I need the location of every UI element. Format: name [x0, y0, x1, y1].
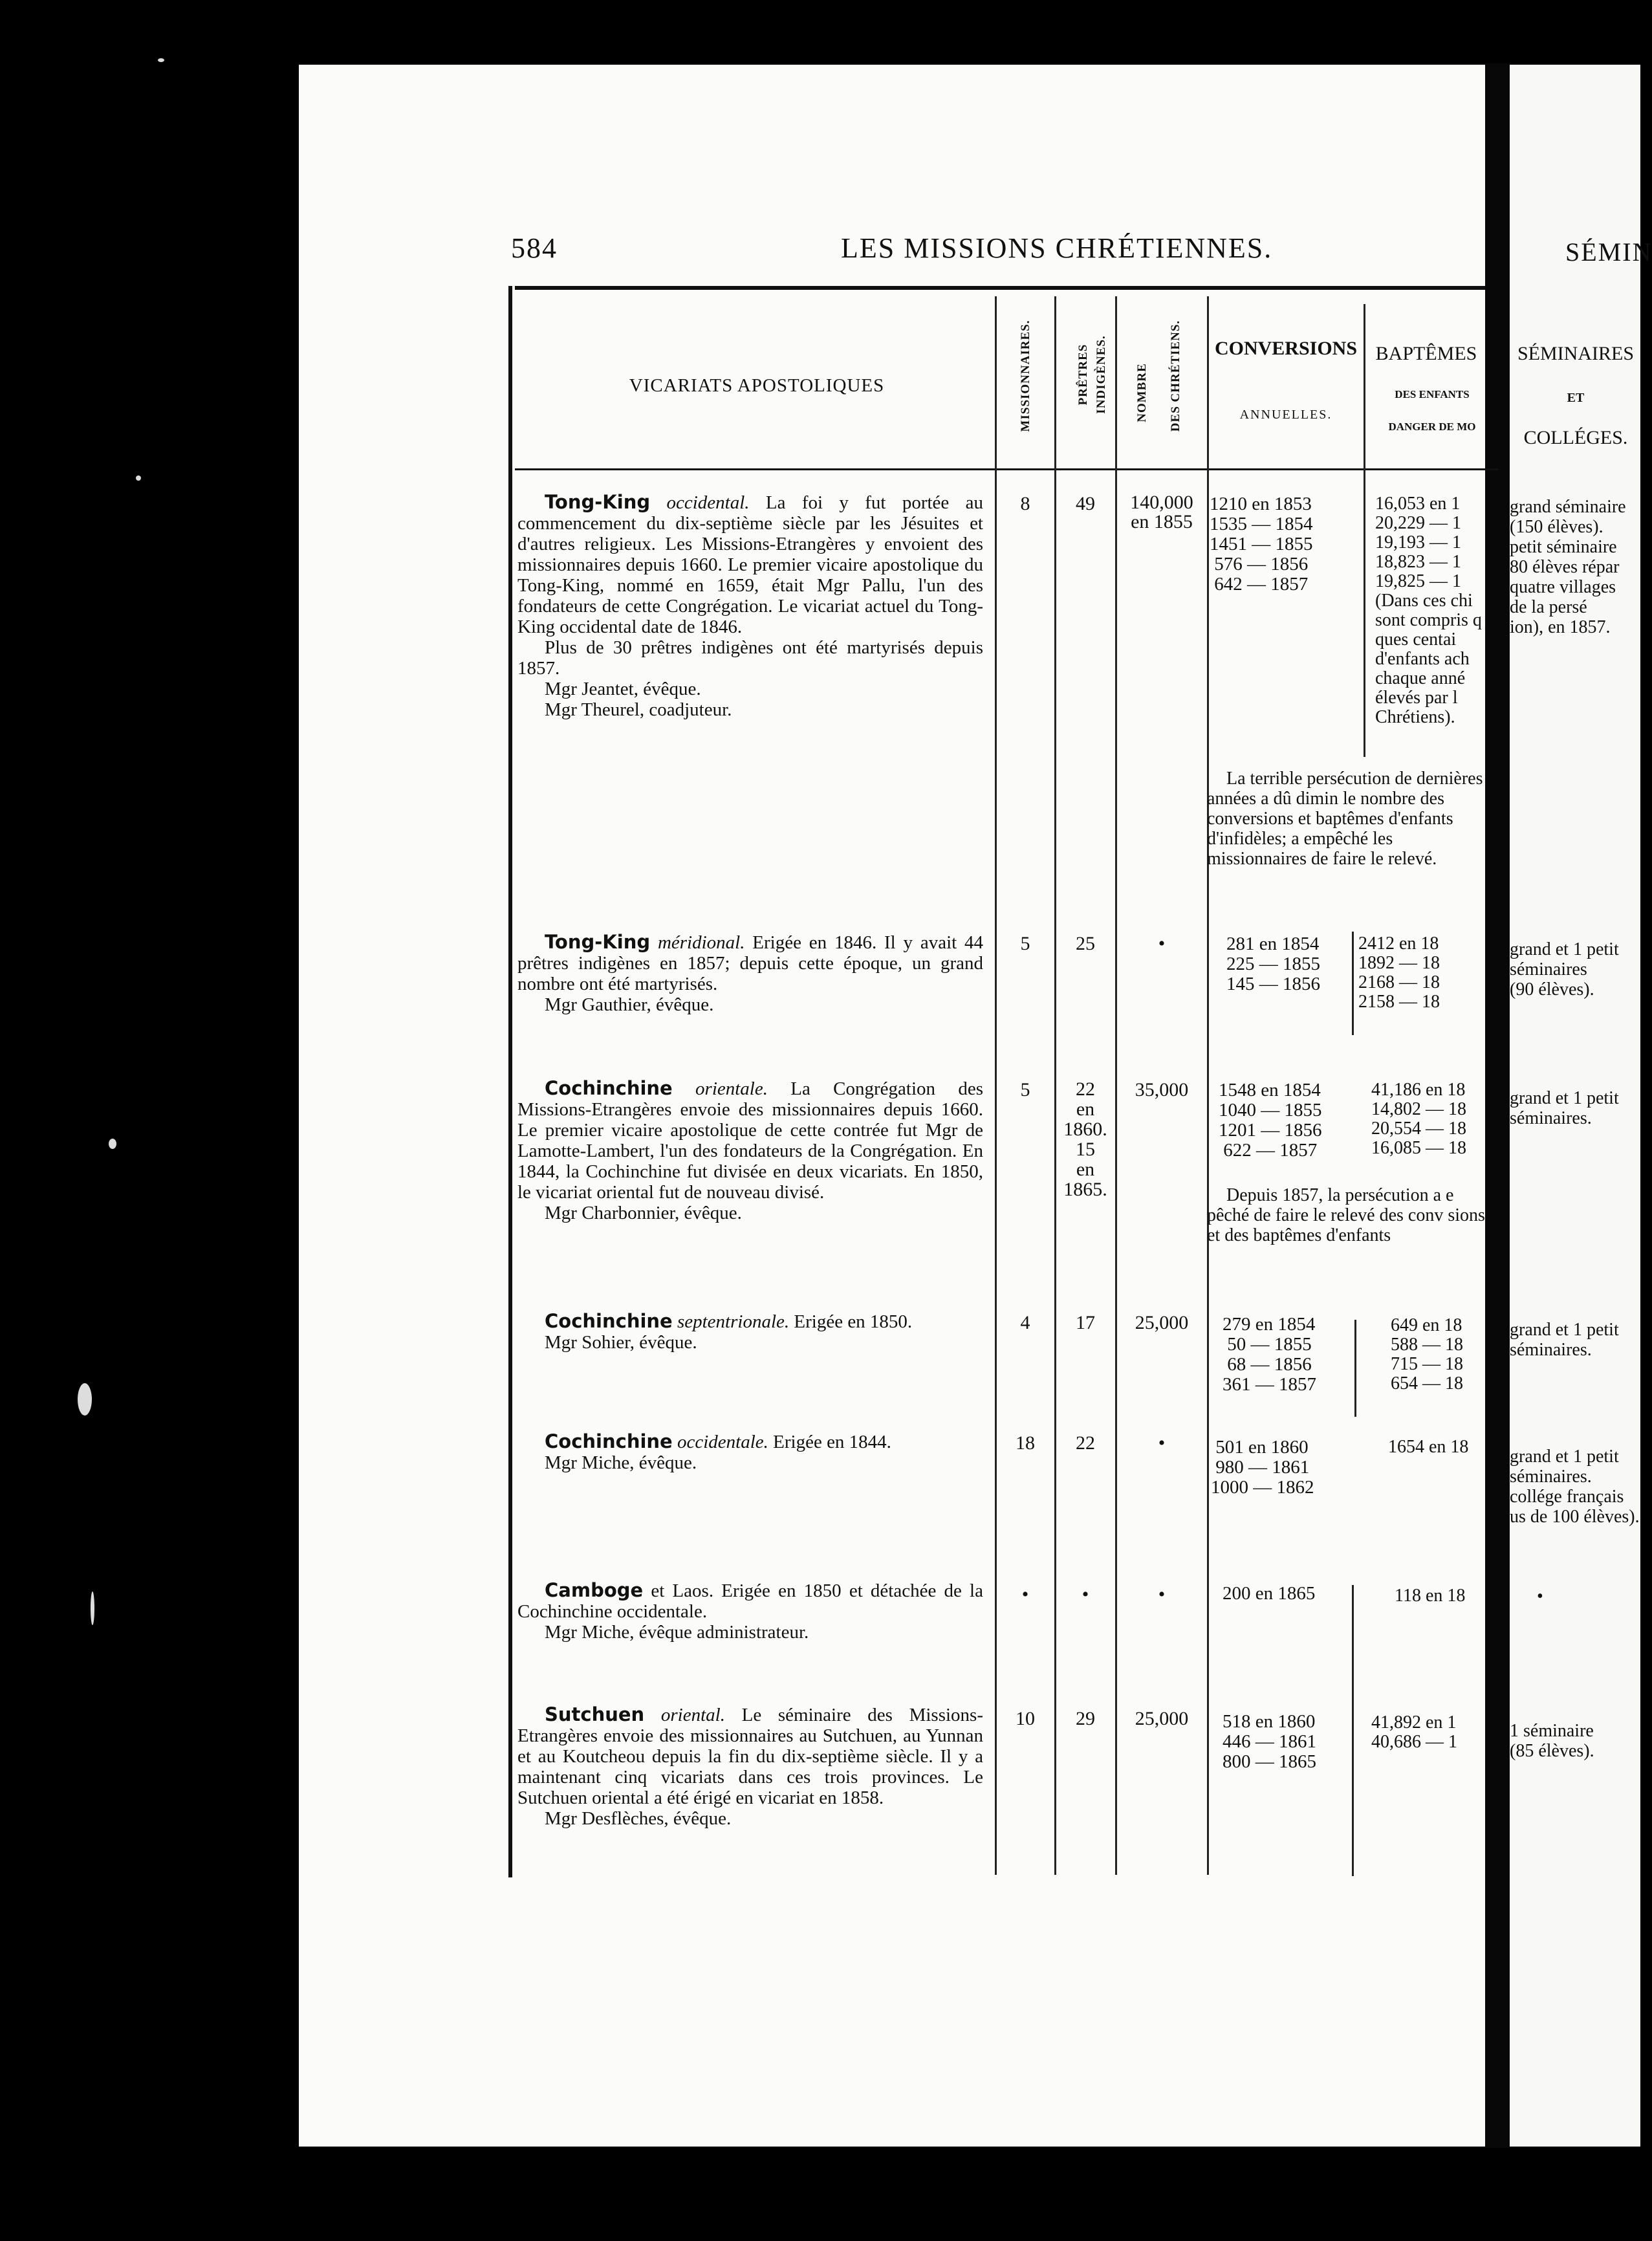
- table-header-rule: [515, 468, 1498, 470]
- vicariat-qualifier: méridional.: [657, 932, 745, 953]
- vicariat-entry: [517, 1311, 983, 1353]
- vicariat-description: Erigée en 1844.: [768, 1432, 891, 1452]
- cell-pretres: 25: [1076, 933, 1095, 954]
- bishop-line: Mgr Miche, évêque.: [545, 1452, 697, 1473]
- col-header-et: ET: [1567, 391, 1585, 405]
- bishop-line: Mgr Miche, évêque administrateur.: [545, 1622, 809, 1643]
- column-rule: [1115, 296, 1117, 1875]
- cell-seminaires: •: [1510, 1586, 1543, 1606]
- vicariat-name: Sutchuen: [545, 1703, 645, 1725]
- vicariat-entry: [517, 1580, 983, 1643]
- cell-conversions: 501 en 1860 980 — 1861 1000 — 1862: [1211, 1437, 1314, 1498]
- cell-chretiens: •: [1158, 933, 1166, 954]
- bishop-line: Mgr Gauthier, évêque.: [545, 994, 714, 1015]
- cell-pretres: •: [1081, 1584, 1089, 1605]
- cell-chretiens: 140,000 en 1855: [1130, 492, 1193, 532]
- cell-baptemes: 649 en 18 588 — 18 715 — 18 654 — 18: [1391, 1315, 1463, 1394]
- bishop-line: Mgr Jeantet, évêque.: [545, 679, 701, 699]
- cell-pretres: 22: [1076, 1432, 1095, 1454]
- persecution-note: [1207, 769, 1485, 869]
- vicariat-entry: [517, 492, 983, 720]
- cell-chretiens: 35,000: [1135, 1079, 1189, 1100]
- column-rule: [995, 296, 997, 1875]
- cell-seminaires: grand et 1 petit séminaires. collége français us de 100 élèves).: [1510, 1447, 1640, 1527]
- vicariat-description: La foi y fut portée au commencement du dix-septième siècle par les Jésuites et d'autres religieux. Les Missions-Etrangères y envoient des missionnaires depuis 1660. Le premier vicaire apostolique du Tong-King, nommé en 1659, était Mgr Pallu, l'un des fondateurs de cette Congrégation. Le vicariat actuel du Tong-King occidental date de 1846.: [517, 492, 984, 637]
- scan-speck: [78, 1383, 92, 1416]
- cell-conversions: 518 en 1860 446 — 1861 800 — 1865: [1223, 1711, 1316, 1772]
- vicariat-qualifier: orientale.: [695, 1078, 768, 1099]
- cell-chretiens: 25,000: [1135, 1312, 1189, 1333]
- cell-missionnaires: 8: [1020, 493, 1030, 514]
- cell-baptemes: 2412 en 18 1892 — 18 2168 — 18 2158 — 18: [1358, 934, 1440, 1012]
- col-header-seminaires: SÉMINAIRES: [1517, 343, 1634, 364]
- cell-missionnaires: 10: [1016, 1708, 1035, 1729]
- facing-page-title: SÉMIN: [1565, 237, 1652, 267]
- cell-seminaires: grand séminaire (150 élèves). petit séminaire 80 élèves répar quatre villages de la persé ion), en 1857.: [1510, 497, 1626, 637]
- cell-conversions: 1548 en 1854 1040 — 1855 1201 — 1856 622 — 1857: [1219, 1080, 1322, 1161]
- vicariat-entry: [517, 932, 983, 1015]
- column-rule: [1364, 304, 1365, 757]
- scan-speck: [158, 58, 164, 62]
- cell-conversions: 200 en 1865: [1223, 1583, 1316, 1604]
- vicariat-name: Tong-King: [545, 931, 651, 953]
- vicariat-description: Le séminaire des Missions-Etrangères envoie des missionnaires au Sutchuen, au Yunnan et au Koutcheou depuis la fin du dix-septième siècle. Il y a maintenant cinq vicariats dans ces trois provinces. Le Sutchuen oriental a été érigé en vicariat en 1858.: [517, 1705, 984, 1808]
- vicariat-description: Erigée en 1850.: [789, 1311, 913, 1332]
- cell-pretres: 29: [1076, 1708, 1095, 1729]
- bishop-line: Mgr Theurel, coadjuteur.: [545, 699, 732, 720]
- vicariat-name: Cochinchine: [545, 1310, 673, 1332]
- col-header-vicariats: VICARIATS APOSTOLIQUES: [629, 375, 885, 396]
- cell-pretres: 17: [1076, 1312, 1095, 1333]
- scan-speck: [109, 1139, 116, 1149]
- vicariat-description: et Laos. Erigée en 1850 et détachée de la Cochinchine occidentale.: [517, 1580, 983, 1622]
- vicariat-description: Erigée en 1846. Il y avait 44 prêtres indigènes en 1857; depuis cette époque, un grand nombre ont été martyrisés.: [517, 932, 983, 994]
- col-header-conversions: CONVERSIONS: [1214, 338, 1358, 359]
- table-left-rule: [508, 286, 512, 1877]
- cell-missionnaires: 5: [1020, 1079, 1030, 1100]
- col-header-pretres-1: PRÊTRES: [1076, 344, 1090, 406]
- vicariat-entry: [517, 1431, 983, 1473]
- scan-speck: [136, 476, 141, 481]
- col-header-baptemes-danger: DANGER DE MO: [1388, 421, 1476, 433]
- cell-seminaires: grand et 1 petit séminaires (90 élèves).: [1510, 939, 1619, 1000]
- bishop-line: Mgr Charbonnier, évêque.: [545, 1203, 742, 1223]
- persecution-note: [1207, 1185, 1485, 1245]
- bishop-line: Mgr Desflèches, évêque.: [545, 1808, 732, 1829]
- col-header-chretiens-2: DES CHRÉTIENS.: [1169, 320, 1182, 432]
- running-title: LES MISSIONS CHRÉTIENNES.: [841, 232, 1273, 264]
- vicariat-name: Cochinchine: [545, 1430, 673, 1452]
- cell-seminaires: grand et 1 petit séminaires.: [1510, 1320, 1619, 1360]
- cell-chretiens: •: [1158, 1584, 1166, 1605]
- cell-pretres: 49: [1076, 493, 1095, 514]
- cell-conversions: 279 en 1854 50 — 1855 68 — 1856 361 — 1857: [1223, 1314, 1316, 1395]
- cell-baptemes: 41,186 en 18 14,802 — 18 20,554 — 18 16,085 — 18: [1371, 1080, 1466, 1158]
- vicariat-name: Cochinchine: [545, 1077, 673, 1099]
- vicariat-extra: Plus de 30 prêtres indigènes ont été martyrisés depuis 1857.: [517, 637, 983, 679]
- col-header-chretiens-1: NOMBRE: [1135, 363, 1149, 422]
- cell-baptemes: 118 en 18: [1395, 1586, 1466, 1606]
- col-header-baptemes-enfants: DES ENFANTS: [1395, 388, 1470, 400]
- cell-missionnaires: 4: [1020, 1312, 1030, 1333]
- col-header-missionnaires: MISSIONNAIRES.: [1019, 320, 1032, 432]
- vicariat-qualifier: septentrionale.: [677, 1311, 790, 1332]
- column-rule: [1207, 296, 1209, 1875]
- vicariat-name: Tong-King: [545, 491, 651, 513]
- vicariat-description: La Congrégation des Missions-Etrangères envoie des missionnaires depuis 1660. Le premier vicaire apostolique de cette contrée fut Mgr de Lamotte-Lambert, l'un des fondateurs de la Congrégation. En 1844, la Cochinchine fut divisée en deux vicariats. En 1850, le vicariat oriental fut de nouveau divisé.: [517, 1078, 983, 1203]
- cell-missionnaires: 5: [1020, 933, 1030, 954]
- cell-baptemes: 1654 en 18: [1388, 1437, 1469, 1457]
- scan-speck: [91, 1591, 94, 1625]
- vicariat-qualifier: occidentale.: [677, 1432, 768, 1452]
- table-top-rule: [515, 286, 1485, 290]
- cell-conversions: 281 en 1854 225 — 1855 145 — 1856: [1226, 934, 1320, 994]
- cell-pretres: 22 en 1860. 15 en 1865.: [1063, 1078, 1107, 1200]
- cell-conversions: 1210 en 1853 1535 — 1854 1451 — 1855 576 — 1856 642 — 1857: [1210, 494, 1313, 595]
- vicariat-entry: [517, 1078, 983, 1223]
- cell-seminaires: 1 séminaire (85 élèves).: [1510, 1721, 1594, 1761]
- page-number: 584: [511, 232, 558, 264]
- vicariat-entry: [517, 1704, 983, 1829]
- col-header-annuelles: ANNUELLES.: [1239, 408, 1332, 422]
- cell-baptemes: 41,892 en 1 40,686 — 1: [1371, 1712, 1457, 1752]
- vicariat-qualifier: oriental.: [660, 1705, 725, 1725]
- cell-missionnaires: •: [1021, 1584, 1029, 1605]
- cell-missionnaires: 18: [1016, 1432, 1035, 1454]
- col-header-baptemes: BAPTÊMES: [1375, 343, 1477, 364]
- vicariat-qualifier: occidental.: [666, 492, 750, 513]
- cell-baptemes: 16,053 en 1 20,229 — 1 19,193 — 1 18,823 — 1 19,825 — 1 (Dans ces chi sont compris q ques centai d'enfants ach chaque anné élevés par l Chrétiens).: [1375, 494, 1482, 727]
- vicariat-name: Camboge: [545, 1579, 644, 1601]
- page-gutter: [1485, 63, 1510, 2148]
- bishop-line: Mgr Sohier, évêque.: [545, 1332, 697, 1353]
- cell-chretiens: 25,000: [1135, 1708, 1189, 1729]
- note-text: Depuis 1857, la persécution a e pêché de faire le relevé des conv sions et des baptêmes d'enfants: [1207, 1185, 1485, 1245]
- note-text: La terrible persécution de dernières années a dû dimin le nombre des conversions et baptêmes d'enfants d'infidèles; a empêché les missionnaires de faire le relevé.: [1207, 769, 1483, 869]
- cell-chretiens: •: [1158, 1432, 1166, 1454]
- col-header-pretres-2: INDIGÈNES.: [1094, 335, 1108, 414]
- column-rule: [1054, 296, 1056, 1875]
- col-header-colleges: COLLÉGES.: [1523, 427, 1628, 448]
- cell-seminaires: grand et 1 petit séminaires.: [1510, 1088, 1619, 1128]
